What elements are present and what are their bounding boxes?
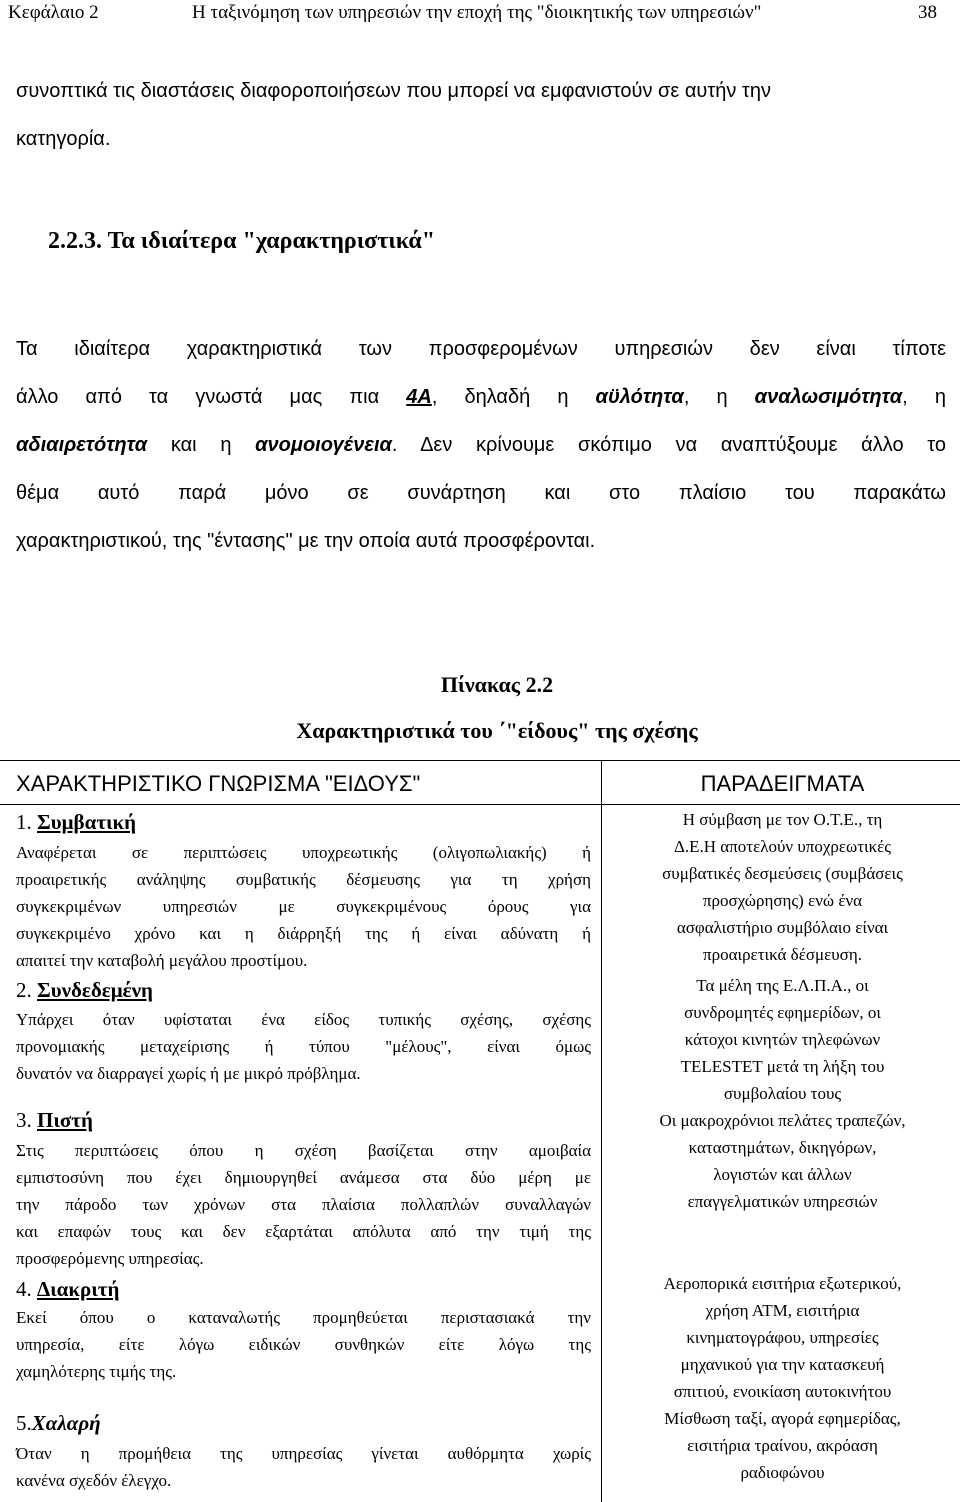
row-example-line: ασφαλιστήριο συμβόλαιο είναι bbox=[676, 918, 889, 937]
paragraph-line: άλλο από τα γνωστά μας πια 4Α, δηλαδή η αϋλότητα, η αναλωσιμότητα, η bbox=[16, 386, 946, 408]
row-desc-line: εμπιστοσύνη που έχει δημιουργηθεί ανάμεσα στα δύο μέρη με bbox=[16, 1168, 591, 1187]
row-desc-line: κανένα σχεδόν έλεγχο. bbox=[16, 1471, 172, 1490]
paragraph-line: αδιαιρετότητα και η ανομοιογένεια. Δεν κρίνουμε σκόπιμο να αναπτύξουμε άλλο το bbox=[16, 434, 947, 456]
row-desc-line: προαιρετικής ανάληψης συμβατικής δέσμευσης για τη χρήση bbox=[16, 870, 591, 889]
row-title-discrete: 4. Διακριτή bbox=[16, 1277, 120, 1301]
term-perishability: αναλωσιμότητα bbox=[754, 386, 903, 408]
row-title-loose: 5.Χαλαρή bbox=[16, 1411, 101, 1435]
header-chapter: Κεφάλαιο 2 bbox=[8, 2, 99, 23]
row-desc-line: Στις περιπτώσεις όπου η σχέση βασίζεται στην αμοιβαία bbox=[16, 1141, 591, 1160]
term-4a: 4Α bbox=[406, 386, 432, 408]
row-example-line: συμβατικές δεσμεύσεις (συμβάσεις bbox=[662, 864, 903, 883]
row-example-line: επαγγελματικών υπηρεσιών bbox=[687, 1192, 878, 1211]
row-example-line: προσχώρησης) ενώ ένα bbox=[702, 891, 863, 910]
row-example-line: μηχανικού για την κατασκευή bbox=[680, 1355, 885, 1374]
row-desc-line: Υπάρχει όταν υφίσταται ένα είδος τυπικής σχέσης, σχέσης bbox=[16, 1010, 591, 1029]
row-example-line: Μίσθωση ταξί, αγορά εφημερίδας, bbox=[664, 1409, 901, 1428]
table-top-border bbox=[0, 760, 960, 761]
row-example-line: ραδιοφώνου bbox=[740, 1463, 825, 1482]
row-desc-line: συγκεκριμένο χρόνο και η διάρρηξή της ή είναι αδύνατη ή bbox=[16, 924, 591, 943]
row-example-line: προαιρετικά δέσμευση. bbox=[703, 945, 862, 964]
intro-line: κατηγορία. bbox=[16, 128, 111, 150]
paragraph-line: Τα ιδιαίτερα χαρακτηριστικά των προσφερομένων υπηρεσιών δεν είναι τίποτε bbox=[16, 338, 946, 360]
row-desc-line: Εκεί όπου ο καταναλωτής προμηθεύεται περιστασιακά την bbox=[16, 1308, 591, 1327]
section-heading: 2.2.3. Τα ιδιαίτερα "χαρακτηριστικά" bbox=[48, 228, 436, 254]
paragraph-line: χαρακτηριστικού, της "έντασης" με την οποία αυτά προσφέρονται. bbox=[16, 530, 596, 552]
row-example-line: εισιτήρια τραίνου, ακρόαση bbox=[687, 1436, 878, 1455]
row-example-line: συνδρομητές εφημερίδων, οι bbox=[684, 1003, 881, 1022]
row-title-connected: 2. Συνδεδεμένη bbox=[16, 978, 153, 1002]
row-title-contractual: 1. Συμβατική bbox=[16, 810, 137, 834]
row-example-line: Τα μέλη της Ε.Λ.Π.Α., οι bbox=[696, 976, 869, 995]
table-header-divider bbox=[0, 804, 960, 805]
table-caption-number: Πίνακας 2.2 bbox=[440, 672, 554, 697]
header-page-number: 38 bbox=[918, 2, 937, 23]
table-caption-title: Χαρακτηριστικά του ΄"είδους" της σχέσης bbox=[296, 718, 698, 743]
row-example-line: Η σύμβαση με τον Ο.Τ.Ε., τη bbox=[682, 810, 883, 829]
row-desc-line: την πάροδο των χρόνων στα πλαίσια πολλαπλών συναλλαγών bbox=[16, 1195, 591, 1214]
row-example-line: Δ.Ε.Η αποτελούν υποχρεωτικές bbox=[673, 837, 892, 856]
row-desc-line: συγκεκριμένων υπηρεσιών με συγκεκριμένους όρους για bbox=[16, 897, 591, 916]
paragraph-line: θέμα αυτό παρά μόνο σε συνάρτηση και στο πλαίσιο του παρακάτω bbox=[16, 482, 946, 504]
table-header-characteristic: ΧΑΡΑΚΤΗΡΙΣΤΙΚΟ ΓΝΩΡΙΣΜΑ "ΕΙΔΟΥΣ" bbox=[16, 771, 421, 796]
row-desc-line: χαμηλότερης τιμής της. bbox=[16, 1362, 177, 1381]
row-example-line: Οι μακροχρόνιοι πελάτες τραπεζών, bbox=[659, 1111, 906, 1130]
row-example-line: κινηματογράφου, υπηρεσίες bbox=[686, 1328, 879, 1347]
header-title: Η ταξινόμηση των υπηρεσιών την εποχή της "διοικητικής των υπηρεσιών" bbox=[192, 2, 762, 23]
row-desc-line: υπηρεσία, είτε λόγω ειδικών συνθηκών είτε λόγω της bbox=[16, 1335, 591, 1354]
row-desc-line: Αναφέρεται σε περιπτώσεις υποχρεωτικής (ολιγοπωλιακής) ή bbox=[16, 843, 591, 862]
term-inseparability: αδιαιρετότητα bbox=[16, 434, 148, 456]
row-desc-line: δυνατόν να διαρραγεί χωρίς ή με μικρό πρόβλημα. bbox=[16, 1064, 361, 1083]
row-example-line: συμβολαίου τους bbox=[723, 1084, 842, 1103]
row-desc-line: Όταν η προμήθεια της υπηρεσίας γίνεται αυθόρμητα χωρίς bbox=[16, 1444, 591, 1463]
term-intangibility: αϋλότητα bbox=[595, 386, 684, 408]
row-desc-line: προσφερόμενης υπηρεσίας. bbox=[16, 1249, 204, 1268]
row-desc-line: προνομιακής μεταχείρισης ή τύπου "μέλους", είναι όμως bbox=[16, 1037, 591, 1056]
row-example-line: καταστημάτων, δικηγόρων, bbox=[688, 1138, 877, 1157]
row-example-line: λογιστών και άλλων bbox=[713, 1165, 852, 1184]
row-example-line: TELESTET μετά τη λήξη του bbox=[680, 1057, 885, 1076]
table-column-divider bbox=[601, 760, 602, 1502]
row-example-line: Αεροπορικά εισιτήρια εξωτερικού, bbox=[663, 1274, 902, 1293]
row-example-line: χρήση ΑΤΜ, εισιτήρια bbox=[705, 1301, 860, 1320]
row-desc-line: και επαφών τους και δεν εξαρτάται απόλυτα από την τιμή της bbox=[16, 1222, 591, 1241]
table-header-examples: ΠΑΡΑΔΕΙΓΜΑΤΑ bbox=[700, 771, 865, 796]
term-heterogeneity: ανομοιογένεια bbox=[255, 434, 392, 456]
row-example-line: σπιτιού, ενοικίαση αυτοκινήτου bbox=[673, 1382, 892, 1401]
row-title-loyal: 3. Πιστή bbox=[16, 1108, 93, 1132]
row-desc-line: απαιτεί την καταβολή μεγάλου προστίμου. bbox=[16, 951, 308, 970]
intro-line: συνοπτικά τις διαστάσεις διαφοροποιήσεων που μπορεί να εμφανιστούν σε αυτήν την bbox=[16, 80, 771, 102]
row-example-line: κάτοχοι κινητών τηλεφώνων bbox=[684, 1030, 881, 1049]
